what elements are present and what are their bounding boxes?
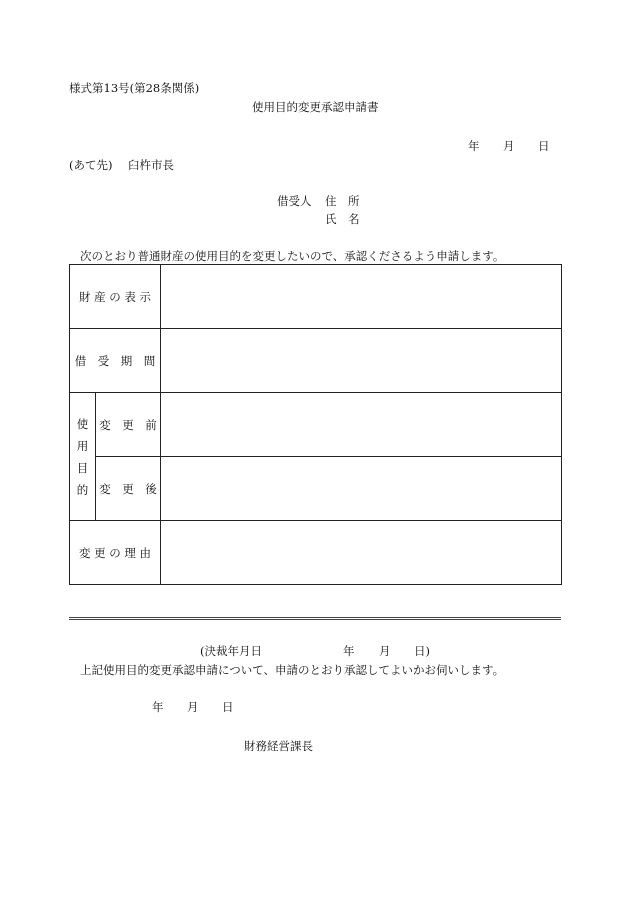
change-reason-label: 変 更 の 理 由 xyxy=(70,521,161,585)
section-divider xyxy=(69,617,561,620)
signer-title: 財務経営課長 xyxy=(244,739,313,753)
decision-day-label: 日) xyxy=(414,644,430,658)
approval-day-label: 日 xyxy=(222,700,234,714)
application-table xyxy=(69,264,562,585)
purpose-char: 使 xyxy=(76,416,89,431)
approval-text: 上記使用目的変更承認申請について、申請のとおり承認してよいかお伺いします。 xyxy=(80,663,505,677)
purpose-char: 的 xyxy=(76,482,89,497)
applicant-address-label: 住 所 xyxy=(325,194,360,208)
property-display-field[interactable] xyxy=(161,265,562,329)
property-display-label: 財 産 の 表 示 xyxy=(70,265,161,329)
approval-month-label: 月 xyxy=(187,700,199,714)
applicant-role: 借受人 xyxy=(277,194,312,208)
before-change-field[interactable] xyxy=(161,393,562,457)
purpose-label xyxy=(70,393,96,521)
approval-year-label: 年 xyxy=(152,700,164,714)
decision-year-label: 年 xyxy=(343,644,355,658)
intro-text: 次のとおり普通財産の使用目的を変更したいので、承認くださるよう申請します。 xyxy=(80,249,505,263)
purpose-char: 目 xyxy=(76,460,89,475)
decision-month-label: 月 xyxy=(379,644,391,658)
change-reason-field[interactable] xyxy=(161,521,562,585)
after-change-label: 変 更 後 xyxy=(96,457,161,521)
addressee-prefix: (あて先) xyxy=(69,158,113,172)
lease-period-label: 借 受 期 間 xyxy=(70,329,161,393)
lease-period-field[interactable] xyxy=(161,329,562,393)
form-number: 様式第13号(第28条関係) xyxy=(69,81,200,95)
applicant-name-label: 氏 名 xyxy=(325,212,360,226)
date-year-label: 年 xyxy=(468,139,480,153)
decision-date-label: (決裁年月日 xyxy=(200,644,262,658)
date-month-label: 月 xyxy=(503,139,515,153)
date-day-label: 日 xyxy=(538,139,550,153)
purpose-char: 用 xyxy=(76,438,89,453)
document-title: 使用目的変更承認申請書 xyxy=(252,100,379,114)
addressee-name: 臼杵市長 xyxy=(128,158,174,172)
before-change-label: 変 更 前 xyxy=(96,393,161,457)
after-change-field[interactable] xyxy=(161,457,562,521)
